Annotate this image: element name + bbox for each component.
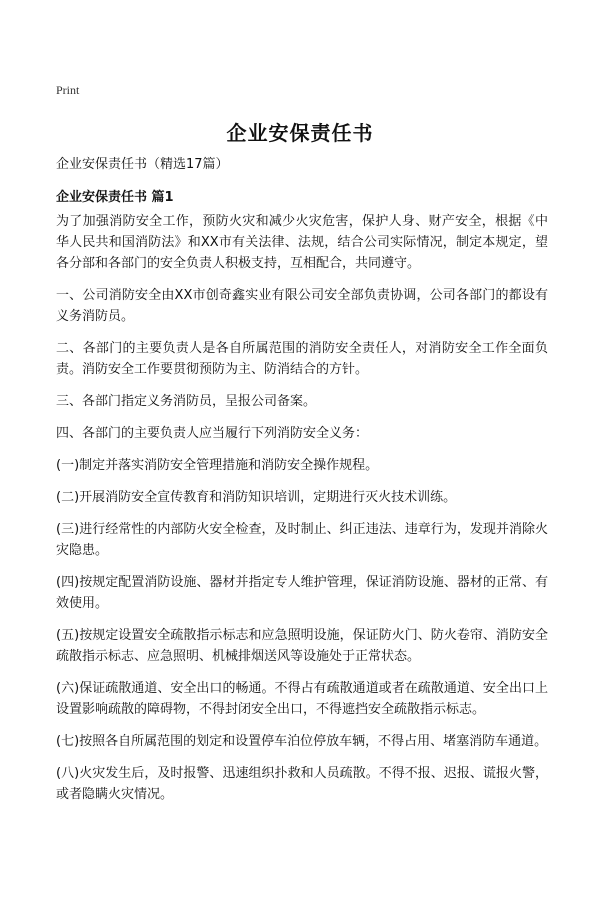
paragraph-item-6: (六)保证疏散通道、安全出口的畅通。不得占有疏散通道或者在疏散通道、安全出口上设置影响疏散的障碍物，不得封闭安全出口，不得遮挡安全疏散指示标志。	[56, 681, 548, 717]
paragraph-item-2: (二)开展消防安全宣传教育和消防知识培训，定期进行灭火技术训练。	[56, 490, 457, 505]
print-link[interactable]: Print	[56, 83, 80, 97]
paragraph-1: 一、公司消防安全由XX市创奇鑫实业有限公司安全部负责协调，公司各部门的都设有义务消防员。	[56, 288, 548, 324]
document-body	[56, 211, 548, 816]
paragraph-2: 二、各部门的主要负责人是各自所属范围的消防安全责任人，对消防安全工作全面负责。消防安全工作要贯彻预防为主、防消结合的方针。	[56, 341, 548, 377]
paragraph-item-5: (五)按规定设置安全疏散指示标志和应急照明设施，保证防火门、防火卷帘、消防安全疏散指示标志、应急照明、机械排烟送风等设施处于正常状态。	[56, 628, 548, 664]
paragraph-item-1: (一)制定并落实消防安全管理措施和消防安全操作规程。	[56, 458, 379, 473]
paragraph-item-3: (三)进行经常性的内部防火安全检查，及时制止、纠正违法、违章行为，发现并消除火灾隐患。	[56, 522, 548, 558]
paragraph-item-8: (八)火灾发生后，及时报警、迅速组织扑救和人员疏散。不得不报、迟报、谎报火警，或者隐瞒火灾情况。	[56, 766, 548, 802]
section-heading: 企业安保责任书 篇1	[56, 190, 174, 205]
document-subtitle: 企业安保责任书（精选17篇）	[56, 157, 229, 172]
page-title: 企业安保责任书	[226, 121, 374, 145]
paragraph-3: 三、各部门指定义务消防员，呈报公司备案。	[56, 394, 317, 409]
paragraph-4: 四、各部门的主要负责人应当履行下列消防安全义务：	[56, 426, 369, 441]
paragraph-intro: 为了加强消防安全工作，预防火灾和减少火灾危害，保护人身、财产安全，根据《中华人民共和国消防法》和XX市有关法律、法规，结合公司实际情况，制定本规定，望各分部和各部门的安全负责人积极支持，互相配合，共同遵守。	[56, 214, 548, 271]
paragraph-item-4: (四)按规定配置消防设施、器材并指定专人维护管理，保证消防设施、器材的正常、有效使用。	[56, 575, 548, 611]
paragraph-item-7: (七)按照各自所属范围的划定和设置停车泊位停放车辆，不得占用、堵塞消防车通道。	[56, 734, 548, 749]
